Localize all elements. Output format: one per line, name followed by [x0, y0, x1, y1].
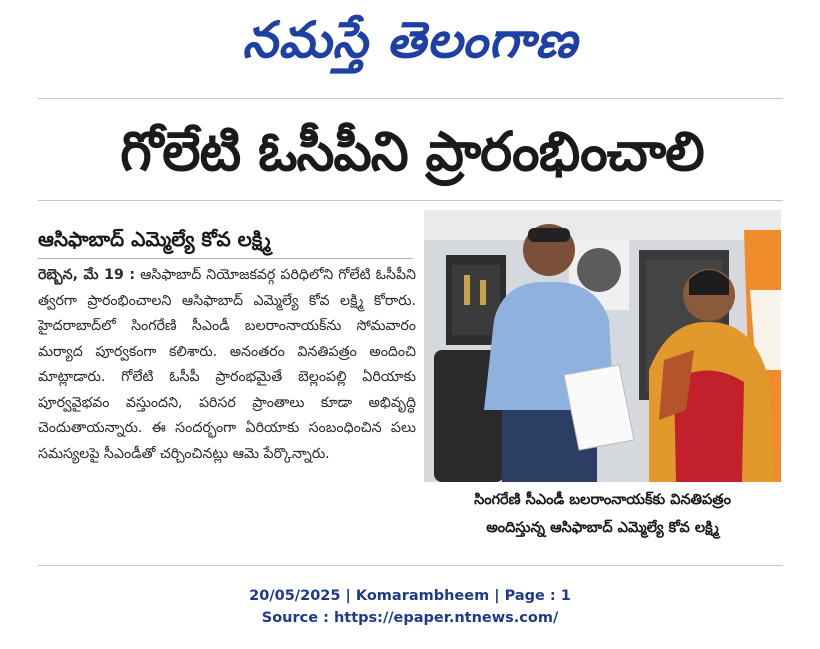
masthead-logo: నమస్తే తెలంగాణ	[242, 11, 578, 69]
footer-issue-info: 20/05/2025 | Komarambheem | Page : 1	[249, 588, 571, 604]
caption-line: సింగరేణి సీఎండీ బలరాంనాయక్‌కు వినతిపత్రం	[474, 492, 731, 508]
footer-source-link[interactable]: Source : https://epaper.ntnews.com/	[261, 610, 559, 626]
article-dateline: రెబ్బెన, మే 19 :	[38, 267, 135, 283]
caption-line: అందిస్తున్న ఆసిఫాబాద్ ఎమ్మెల్యే కోవ లక్ష్మి	[486, 520, 719, 536]
divider	[38, 200, 783, 201]
divider	[38, 98, 783, 99]
photo-caption	[424, 486, 781, 548]
article-headline: గోలేటి ఓసీపీని ప్రారంభించాలి	[120, 120, 704, 183]
divider	[38, 258, 413, 259]
page-footer	[0, 585, 820, 629]
article-subhead: ఆసిఫాబాద్ ఎమ్మెల్యే కోవ లక్ష్మి	[38, 227, 271, 251]
article-body	[38, 263, 416, 553]
article-photo	[424, 210, 781, 482]
article-body-text: ఆసిఫాబాద్ నియోజకవర్గ పరిధిలోని గోలేటి ఓసీపీని త్వరగా ప్రారంభించాలని ఆసిఫాబాద్ ఎమ్మెల్యే కోవ లక్ష్మి కోరారు. హైదరాబాద్‌లో సింగరేణి సీఎండీ బలరాంనాయక్‌ను సోమవారం మర్యాద పూర్వకంగా కలిశారు. అనంతరం వినతిపత్రం అందించి మాట్లాడారు. గోలేటి ఓసీపీ ప్రారంభమైతే బెల్లంపల్లి ఏరియాకు పూర్వవైభవం వస్తుందని, పరిసర ప్రాంతాలు కూడా అభివృద్ధి చెందుతాయన్నారు. ఈ సందర్భంగా ఏరియాకు సంబంధించిన పలు సమస్యలపై సీఎండీతో చర్చించినట్లు ఆమె పేర్కొన్నారు.	[38, 267, 416, 462]
photo-illustration	[424, 210, 781, 482]
divider	[38, 565, 783, 566]
